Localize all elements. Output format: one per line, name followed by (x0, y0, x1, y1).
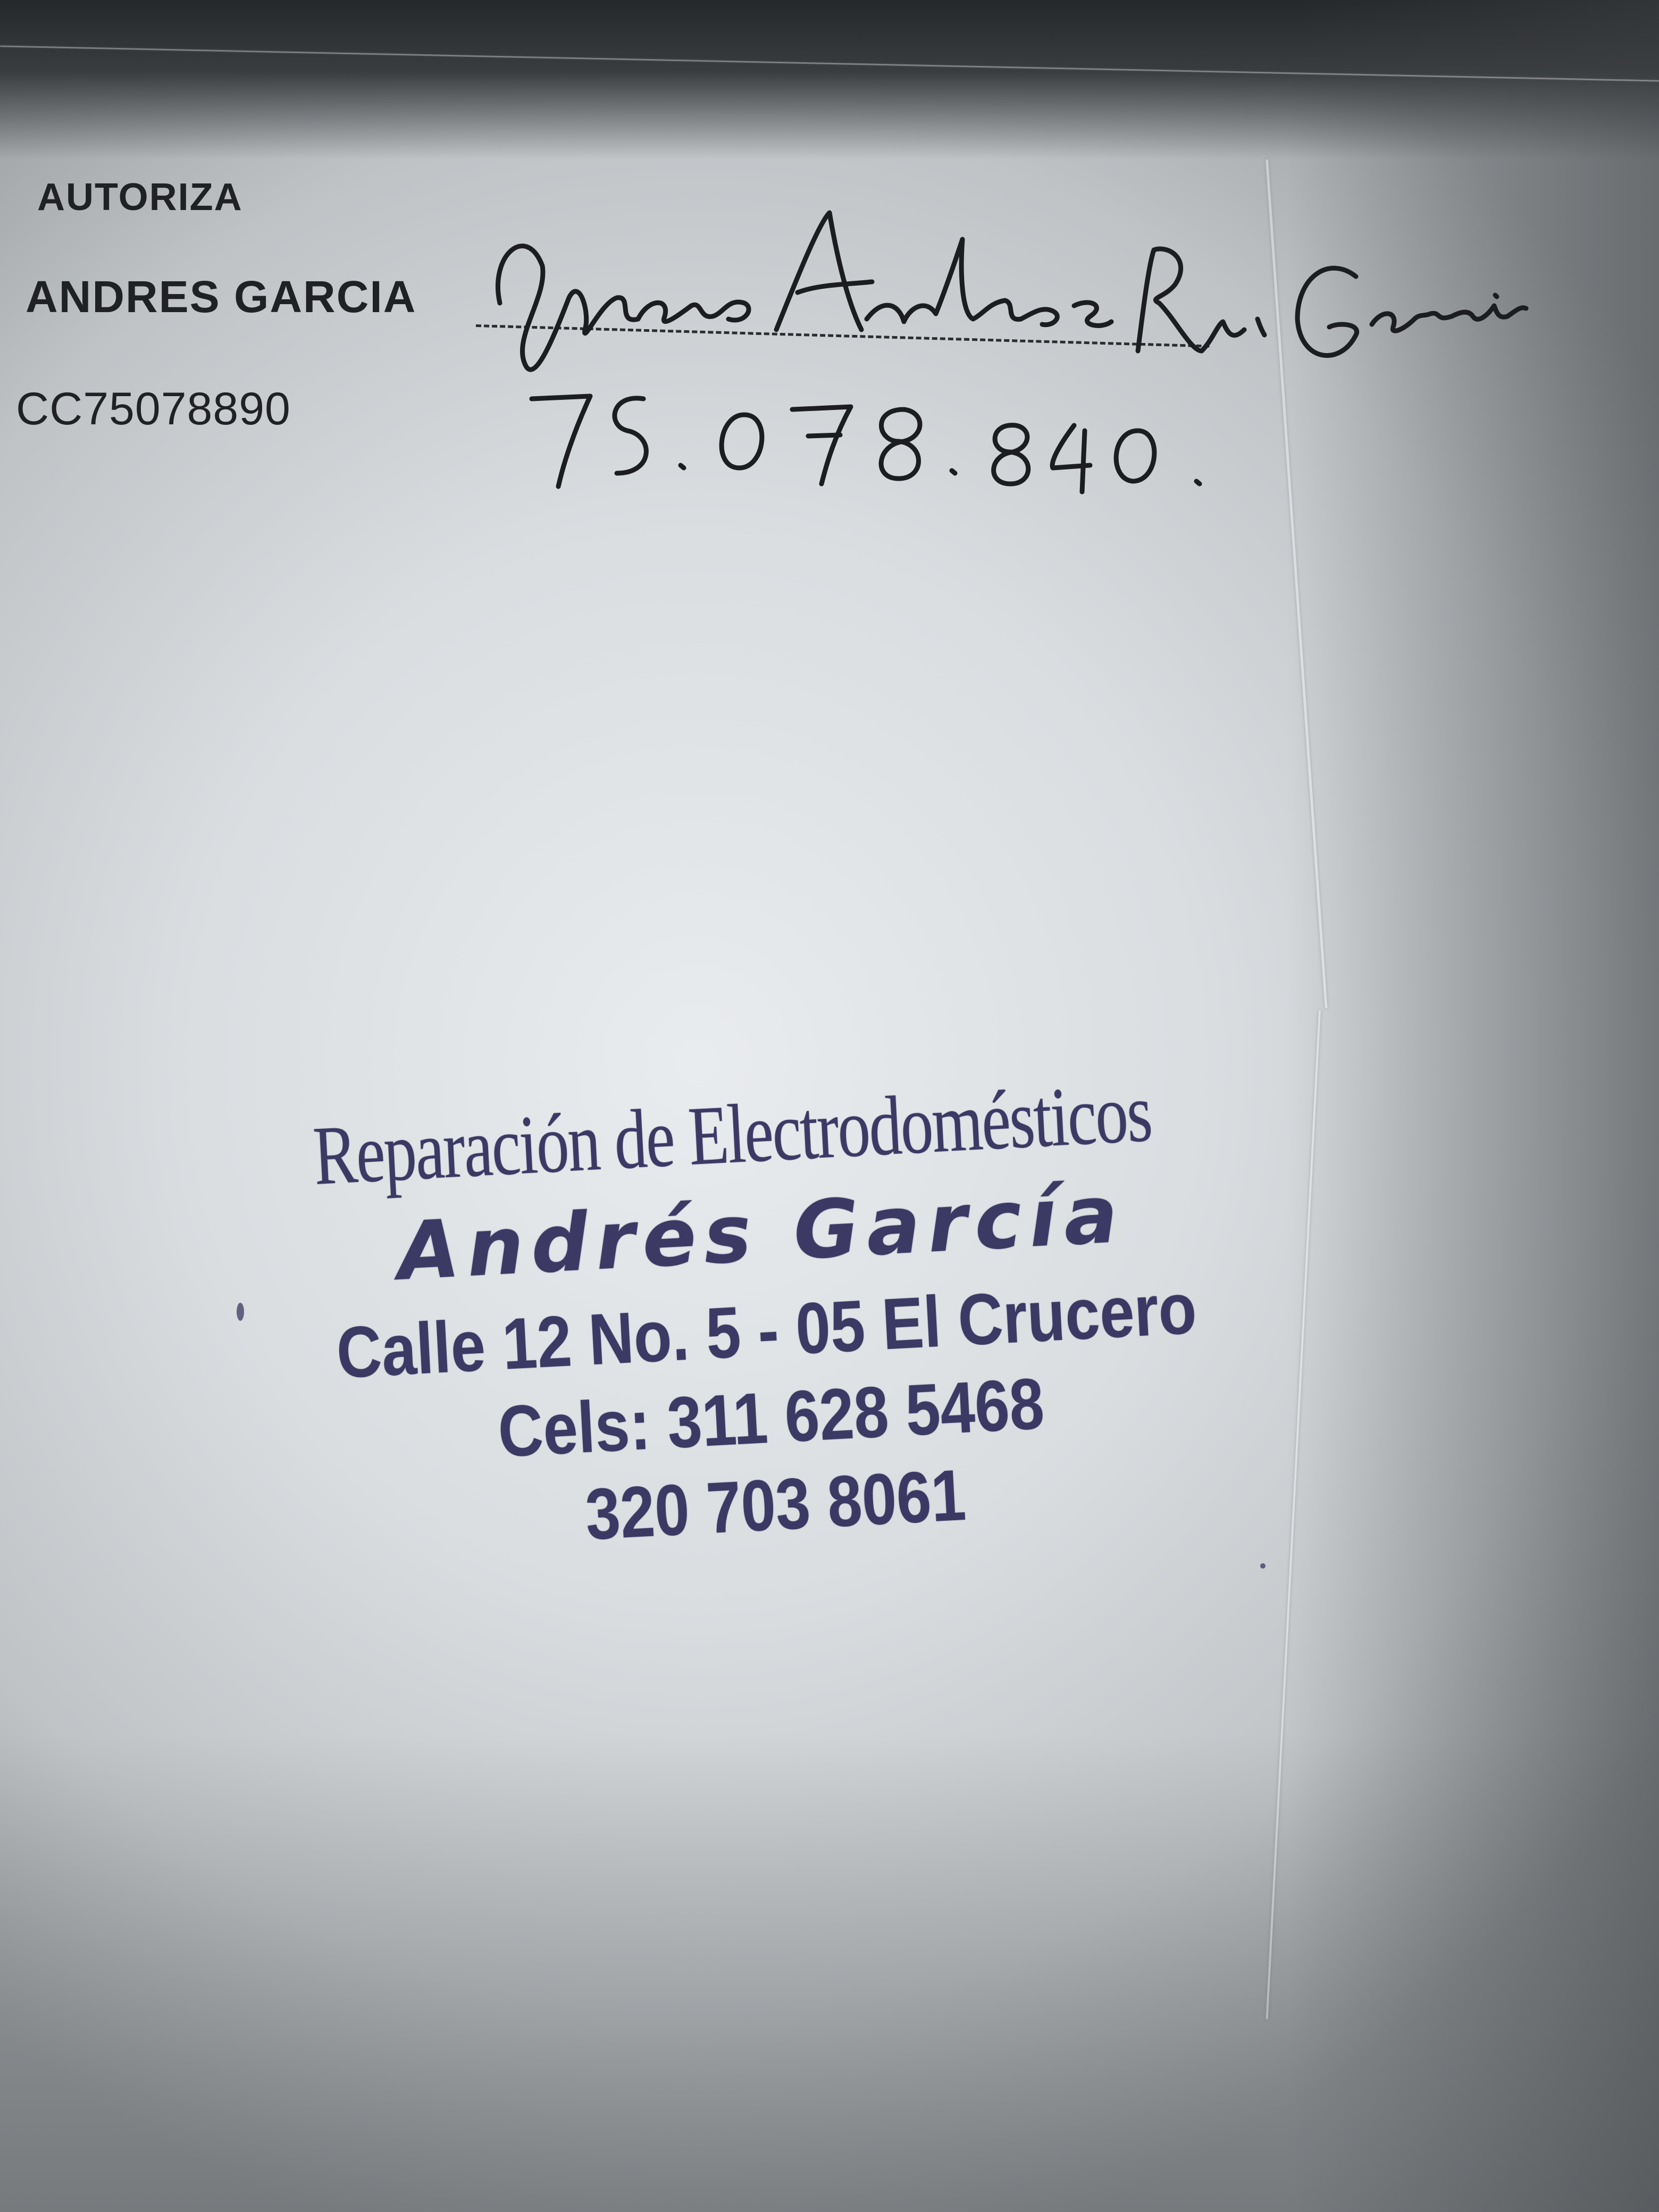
authorizer-name: ANDRES GARCIA (26, 272, 417, 322)
autoriza-label: AUTORIZA (37, 176, 243, 219)
stamp-phone-2: 320 703 8061 (583, 1454, 968, 1555)
stamp-phone-1: Cels: 311 628 5468 (496, 1362, 1046, 1472)
ink-speck (1260, 1563, 1266, 1569)
business-stamp (217, 1057, 1314, 1574)
stamp-title: Reparación de Electrodomésticos (311, 1066, 1154, 1203)
stamp-address: Calle 12 No. 5 - 05 El Crucero (334, 1267, 1199, 1394)
ink-speck (237, 1303, 244, 1321)
handwritten-id-number (521, 372, 1223, 500)
bottom-shadow (0, 1733, 1659, 2212)
id-number: CC75078890 (16, 383, 291, 434)
stamp-business-name: Andrés García (395, 1168, 1128, 1298)
